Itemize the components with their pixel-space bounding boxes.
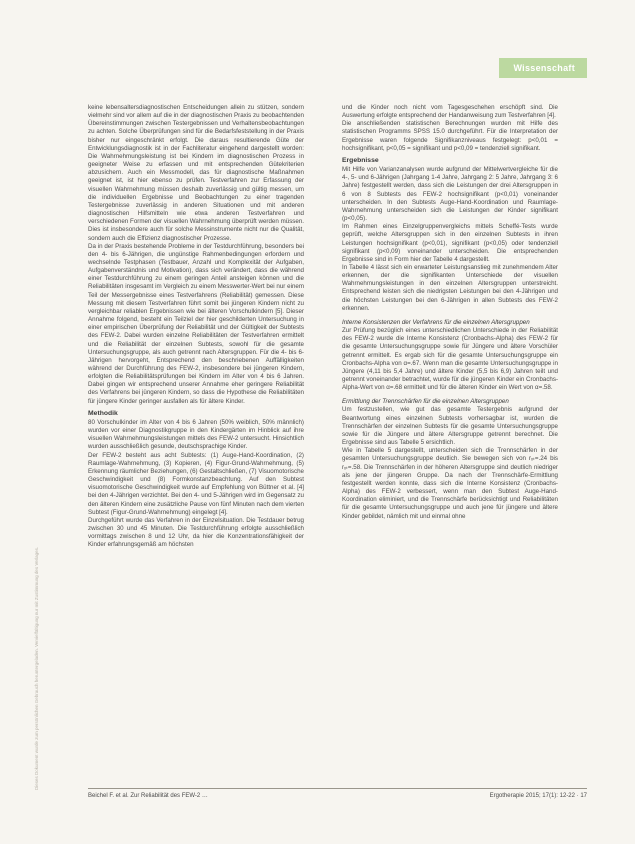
left-column bbox=[88, 104, 304, 549]
footer-rule bbox=[88, 788, 587, 789]
margin-note-text: Dieses Dokument wurde zum persönlichen Gebrauch heruntergeladen. Vervielfältigung nur mit Zustimmung des Verlages. bbox=[34, 546, 39, 790]
footer-journal-page: Ergotherapie 2015; 17(1): 12-22 · 17 bbox=[489, 793, 587, 799]
paragraph: In Tabelle 4 lässt sich ein erwarteter Leistungsanstieg mit zunehmendem Alter erkennen, der die signifikanten Unterschiede der visuellen Wahrnehmungsleistungen in den einzelnen Altersgruppen unterstreicht. Entsprechend leisten sich die niedrigsten Leistungen bei den 4-Jährigen und die höchsten Leistungen bei den 6-Jährigen in allen Subtests des FEW-2 erkennen. bbox=[342, 263, 558, 312]
paragraph: Im Rahmen eines Einzelgruppenvergleichs mittels Scheffé-Tests wurde geprüft, welche Altersgruppen sich in den einzelnen Subtests in ihren Leistungen hochsignifikant (p<0,01), signifikant (p<0,05) oder tendenziell signifikant (p<0,09) voneinander unterscheiden. Die entsprechenden Ergebnisse sind in Form hier der Tabelle 4 dargestellt. bbox=[342, 223, 558, 263]
paragraph: und die Kinder noch nicht vom Tagesgeschehen erschöpft sind. Die Auswertung erfolgte entsprechend der Handanweisung zum Testverfahren [4]. bbox=[342, 104, 558, 120]
paragraph: Um festzustellen, wie gut das gesamte Testergebnis aufgrund der Beantwortung eines einzelnen Subtests vorhersagbar ist, wurden die Trennschärfen der einzelnen Subtests für die gesamte Untersuchungsgruppe sowie für die Jüngere und ältere Altersgruppe getrennt berechnet. Die Ergebnisse sind aus Tabelle 5 ersichtlich. bbox=[342, 406, 558, 447]
paragraph: Durchgeführt wurde das Verfahren in der Einzelsituation. Die Testdauer betrug zwischen 30 und 45 Minuten. Die Testdurchführung erfolgte ausschließlich vormittags zwischen 8 und 12 Uhr, da hier die Konzentrationsfähigkeit der Kinder erfahrungsgemäß am höchsten bbox=[88, 516, 304, 549]
section-badge: Wissenschaft bbox=[499, 58, 587, 78]
margin-note bbox=[34, 90, 44, 790]
paragraph: keine lebensaltersdiagnostischen Entscheidungen allein zu stützen, sondern vielmehr sind vor allem auf die in der diagnostischen Praxis zu beobachtenden Übereinstimmungen zwischen Testergebnissen und Verhaltensbeobachtungen zu achten. Solche Überprüfungen sind für die Bedarfsfeststellung in der Praxis bisher nur eingeschränkt erfolgt. Die daraus resultierende Güte der Entwicklungsdiagnostik ist in der Fachliteratur eingehend dargestellt worden: Die Wahrnehmungsleistung ist bei Kindern im diagnostischen Prozess in geeigneter Weise zu erfassen und mit entsprechenden Gütekriterien abzusichern. Auch ein Messmodell, das für diagnostische Maßnahmen geeignet ist, ist hier ebenso zu prüfen. Testverfahren zur Erfassung der visuellen Wahrnehmung müssen deshalb zuverlässig und gültig messen, um die individuellen Ergebnisse und Beobachtungen zu einer tragenden Testergebnisse zuverlässig in anderen Situationen und mit anderen diagnostischen Hilfsmitteln wie etwa anderen Testverfahren und verschiedenen Formen der visuellen Wahrnehmung überprüft werden müssen. Dies ist insbesondere auch für solche Messinstrumente nicht nur die Qualität, sondern auch die Effizienz diagnostischer Prozesse. bbox=[88, 104, 304, 242]
subsection-heading-discrimination: Ermittlung der Trennschärfen für die einzelnen Altersgruppen bbox=[342, 398, 509, 406]
paragraph: Die anschließenden statistischen Berechnungen wurden mit Hilfe des statistischen Programms SPSS 15.0 durchgeführt. Für die Interpretation der Ergebnisse waren folgende Signifikanzniveaus festgelegt: p<0,01 = hochsignifikant, p<0,05 = signifikant und p<0,09 = tendenziell signifikant. bbox=[342, 120, 558, 152]
footer-citation: Beichel F. et al. Zur Reliabilität des FEW-2 … bbox=[88, 793, 208, 799]
section-heading-results: Ergebnisse bbox=[342, 156, 379, 164]
paragraph: Da in der Praxis bestehende Probleme in der Testdurchführung, besonders bei den 4- bis 6-Jährigen, die ungünstige Rahmenbedingungen erfordern und wechselnde Testphasen (Testbauer, Anzahl und Komplexität der Aufgaben, Aufgabenverständnis und Motivation), dass sich verändert, dass die während einer Testdurchführung zu einem geringen Anteil ansteigen können und die Reliabilitäten insgesamt im Vergleich zu einem Messwerter-Wert bei nur einem Teil der Messergebnisse eines Testverfahrens (Reliabilität) gemessen. Diese Messung mit diesem Testverfahren führt somit bei jüngeren Kindern nicht zu vergleichbar reliablen Ergebnissen wie bei älteren Vorschulkindern [5]. Dieser Annahme folgend, besteht ein Teilziel der hier geschilderten Untersuchung in einer empirischen Überprüfung der Reliabilität und der Gültigkeit der Subtests des FEW-2. Dabei wurden einzelne Reliabilitäten der Testverfahren ermittelt und die Reliabilität der einzelnen Subtests, sowohl für die gesamte Untersuchungsgruppe, als auch getrennt nach Altersgruppen. Für die 4- bis 6-Jährigen hervorgeht, Entsprechend den beschriebenen Auffälligkeiten während der Durchführung des FEW-2, insbesondere bei jüngeren Kindern, erfolgten die Reliabilitätsprüfungen bei Kindern im Alter von 4 bis 6 Jahren. Dabei gingen wir entsprechend unserer Annahme eher geringere Reliabilität des Verfahrens bei jüngeren Kindern, so dass die Hypothese die Reliabilitäten für jüngere Kinder geringer ausfallen als für ältere Kinder. bbox=[88, 242, 304, 405]
section-heading-methods: Methodik bbox=[88, 409, 118, 417]
right-column bbox=[342, 104, 558, 521]
subsection-heading-internal-consistency: Interne Konsistenzen der Verfahrens für die einzelnen Altersgruppen bbox=[342, 318, 530, 326]
paragraph: Mit Hilfe von Varianzanalysen wurde aufgrund der Mittelwertvergleiche für die 4-, 5- und 6-Jährigen (Jahrgang 1-4 Jahre, Jahrgang 2: 5 Jahre, Jahrgang 3: 6 Jahre) festgestellt werden, dass sich die Leistungen der drei Altersgruppen in 6 von 8 Subtests des FEW-2 hochsignifikant (p<0,01) voneinander unterscheiden. In den Subtests Auge-Hand-Koordination und Raumlage-Wahrnehmung unterscheiden sich die Leistungen der Kinder signifikant (p<0,05). bbox=[342, 166, 558, 223]
paragraph: Zur Prüfung bezüglich eines unterschiedlichen Unterschiede in der Reliabilität des FEW-2 wurde die Interne Konsistenz (Cronbachs-Alpha) des FEW-2 für die gesamte Untersuchungsgruppe sowie für Jüngere und ältere Vorschüler getrennt ermittelt. Es ergab sich für die gesamte Untersuchungsgruppe ein Cronbachs-Alpha von α=.67. Wenn man die gesamte Untersuchungsgruppe in Jüngere (4,11 bis 5,4 Jahre) und ältere Kinder (5,5 bis 6,9) Jahren teilt und getrennt voneinander betrachtet, wurde für die jüngeren Kinder ein Cronbachs-Alpha-Wert von α=.68 ermittelt und für die älteren Kinder ein Wert von α=.58. bbox=[342, 327, 559, 392]
paragraph: Der FEW-2 besteht aus acht Subtests: (1) Auge-Hand-Koordination, (2) Raumlage-Wahrnehmung, (3) Kopieren, (4) Figur-Grund-Wahrnehmung, (5) Erkennung räumlicher Beziehungen, (6) Gestaltschließen, (7) Visuomotorische Geschwindigkeit und (8) Formkonstanzbeachtung. Auf den Subtest visuomotorische Geschwindigkeit wurde auf Empfehlung von Büttner et al. [4] bei den 4-Jährigen verzichtet. Bei den 4- und 5-Jährigen wird im Gegensatz zu den älteren Kindern eine zusätzliche Pause von fünf Minuten nach dem vierten Subtest (Figur-Grund-Wahrnehmung) eingelegt [4]. bbox=[88, 451, 304, 516]
paragraph: 80 Vorschulkinder im Alter von 4 bis 6 Jahren (50% weiblich, 50% männlich) wurden vor einer Diagnostikgruppe in den Kindergärten im Hinblick auf ihre visuellen Wahrnehmungsleistungen mittels des FEW-2 untersucht. Hinsichtlich wurden ausschließlich gesunde, deutschsprachige Kinder. bbox=[88, 418, 304, 451]
paragraph: Wie in Tabelle 5 dargestellt, unterscheiden sich die Trennschärfen in der gesamten Untersuchungsgruppe deutlich. Sie bewegen sich von rₓₜ=.24 bis rₓₜ=.58. Die Trennschärfen in der höheren Altersgruppe sind deutlich niedriger als jene der jüngeren Gruppe. Da nach der Trennschärfe-Ermittlung festgestellt werden konnte, dass sich die Interne Konsistenz (Cronbachs-Alpha) des FEW-2 verbessert, wenn man den Subtest Auge-Hand-Koordination eliminiert, und die Trennschärfe berücksichtigt und Reliabilitäten für die gesamte Untersuchungsgruppe und auch jene für jüngere und ältere Kinder gebildet, nämlich mit und einmal ohne bbox=[342, 447, 558, 520]
